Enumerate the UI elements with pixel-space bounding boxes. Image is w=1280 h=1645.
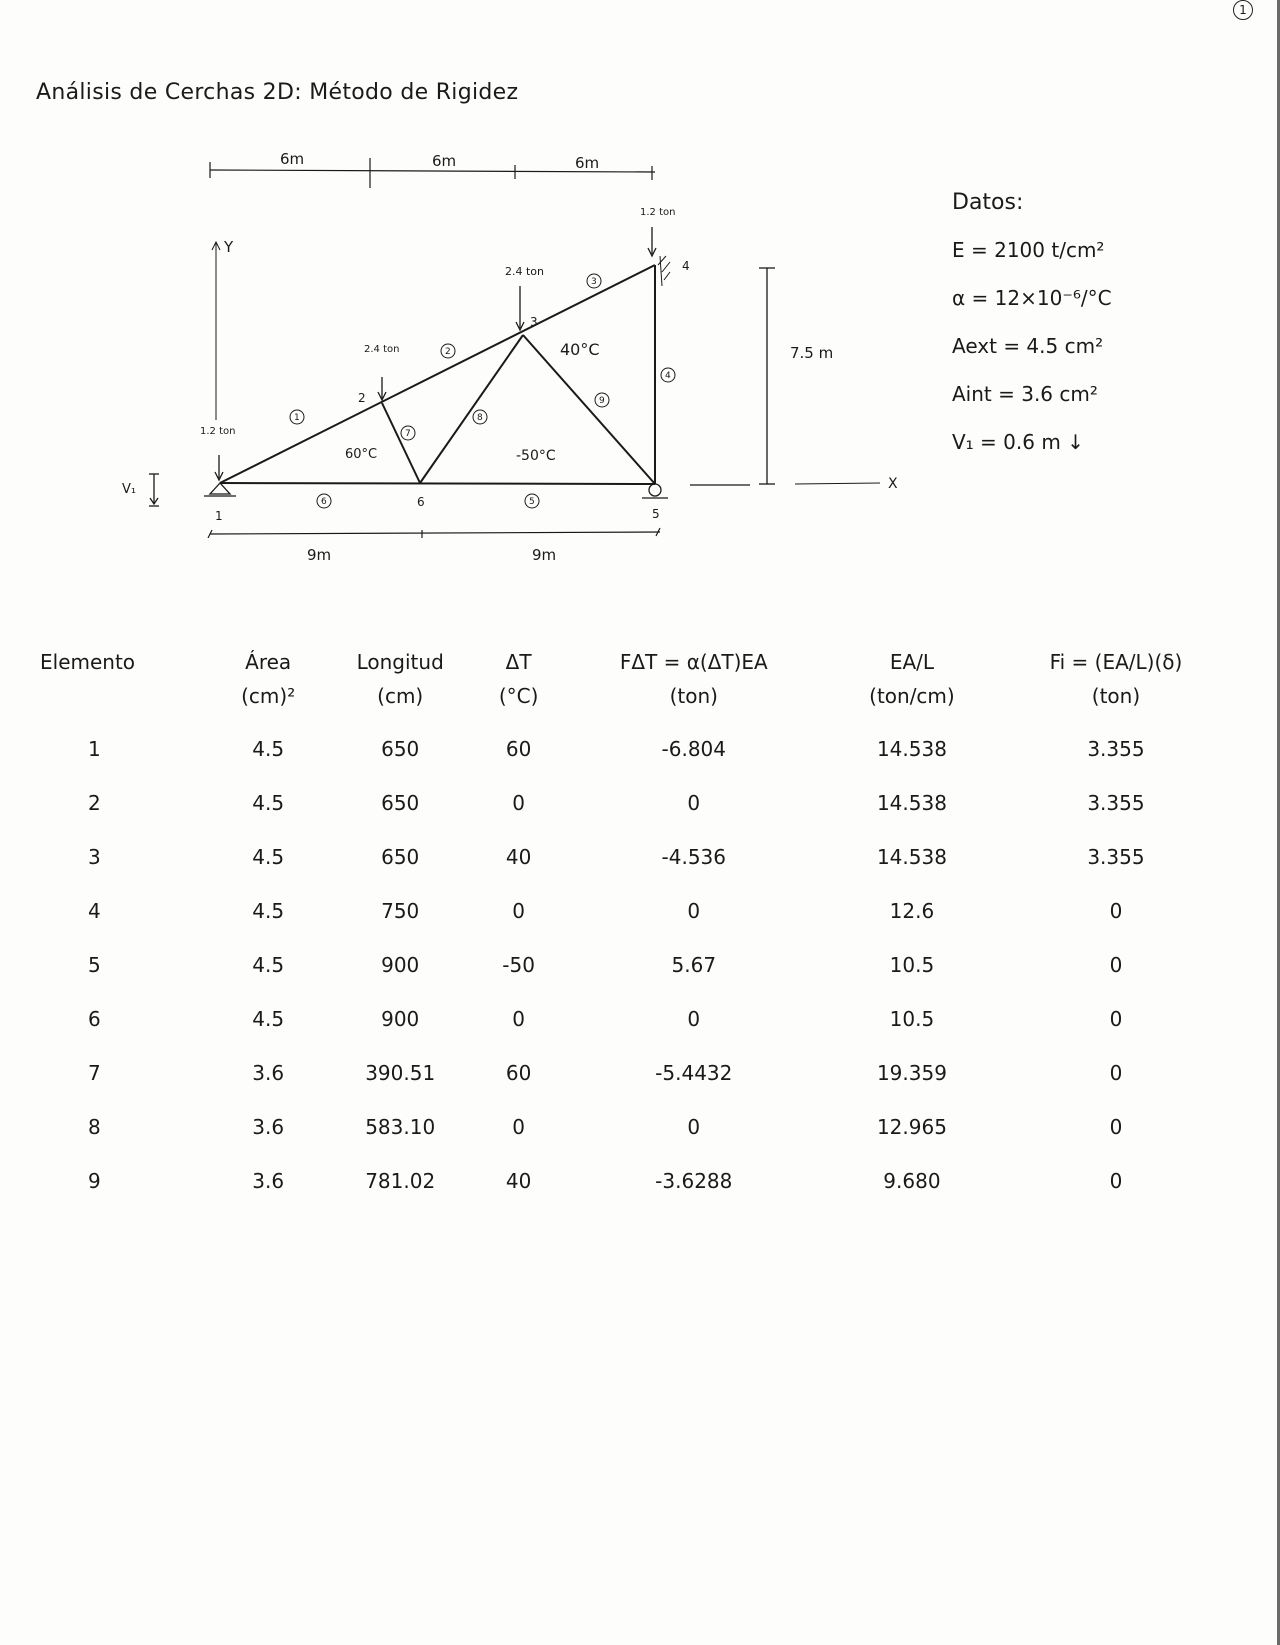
- datos-header: Datos:: [952, 190, 1024, 215]
- table-row: 8 3.6 583.10 0 0 12.965 0: [88, 1115, 1123, 1139]
- col-header-delta-t: ΔT (°C): [498, 650, 539, 708]
- bottom-span-1: 9m: [307, 546, 332, 560]
- node-label-6: 6: [417, 495, 425, 509]
- table-row: 3 4.5 650 40 -4.536 14.538 3.355: [88, 845, 1145, 869]
- svg-text:3: 3: [591, 277, 597, 287]
- top-span-1: 6m: [280, 150, 305, 168]
- svg-text:5: 5: [529, 497, 535, 507]
- temp-label-40: 40°C: [560, 340, 600, 359]
- datos-area-interior: Aint = 3.6 cm²: [952, 382, 1098, 406]
- node-label-3: 3: [530, 315, 538, 329]
- table-row: 1 4.5 650 60 -6.804 14.538 3.355: [88, 737, 1145, 761]
- temp-label-60: 60°C: [345, 447, 378, 462]
- svg-text:2: 2: [445, 347, 451, 357]
- col-header-area: Área (cm)²: [241, 650, 296, 708]
- page-number: 1: [1233, 0, 1253, 20]
- svg-text:8: 8: [477, 413, 483, 423]
- x-axis-label: X: [888, 476, 898, 492]
- table-row: 6 4.5 900 0 0 10.5 0: [88, 1007, 1123, 1031]
- col-header-elemento: Elemento: [40, 650, 136, 674]
- col-header-internal-force: Fi = (EA/L)(δ) (ton): [1049, 650, 1183, 708]
- table-row: 5 4.5 900 -50 5.67 10.5 0: [88, 953, 1123, 977]
- node-label-5: 5: [652, 507, 660, 521]
- top-span-2: 6m: [432, 152, 457, 170]
- col-header-thermal-force: FΔT = α(ΔT)EA (ton): [619, 650, 768, 708]
- results-table: [40, 650, 1240, 1208]
- load-label-node-1: 1.2 ton: [200, 426, 236, 437]
- top-span-3: 6m: [575, 154, 600, 172]
- y-axis-label: Y: [224, 238, 234, 256]
- table-row: 4 4.5 750 0 0 12.6 0: [88, 899, 1123, 923]
- load-label-node-3: 2.4 ton: [505, 265, 545, 278]
- datos-settlement: V₁ = 0.6 m ↓: [952, 430, 1084, 454]
- load-label-node-4: 1.2 ton: [640, 207, 676, 218]
- element-tags: [290, 274, 675, 508]
- temp-label-minus50: -50°C: [516, 448, 556, 464]
- datos-thermal-coefficient: α = 12×10⁻⁶/°C: [952, 286, 1112, 310]
- datos-panel: [952, 190, 1112, 478]
- table-row: 2 4.5 650 0 0 14.538 3.355: [88, 791, 1145, 815]
- bottom-dimension: [208, 528, 660, 538]
- settlement-label: V₁: [122, 482, 137, 497]
- table-header-row: [40, 650, 1240, 722]
- bottom-span-2: 9m: [532, 546, 557, 560]
- svg-text:6: 6: [321, 497, 327, 507]
- load-label-node-2: 2.4 ton: [364, 344, 400, 355]
- datos-area-exterior: Aext = 4.5 cm²: [952, 334, 1104, 358]
- node-label-1: 1: [215, 509, 223, 523]
- svg-text:9: 9: [599, 396, 605, 406]
- datos-elastic-modulus: E = 2100 t/cm²: [952, 238, 1105, 262]
- height-label: 7.5 m: [790, 344, 834, 362]
- col-header-stiffness: EA/L (ton/cm): [869, 650, 955, 708]
- settlement-indicator: [149, 474, 159, 506]
- col-header-longitud: Longitud (cm): [356, 650, 444, 708]
- svg-text:7: 7: [405, 429, 411, 439]
- svg-text:4: 4: [665, 371, 671, 381]
- node-label-2: 2: [358, 391, 366, 405]
- pin-support-icon: [210, 483, 230, 494]
- page-title: Análisis de Cerchas 2D: Método de Rigidez: [36, 80, 519, 105]
- table-row: 7 3.6 390.51 60 -5.4432 19.359 0: [88, 1061, 1123, 1085]
- table-row: 9 3.6 781.02 40 -3.6288 9.680 0: [88, 1169, 1123, 1193]
- svg-text:1: 1: [294, 413, 300, 423]
- height-dimension: [690, 268, 775, 485]
- roller-support-icon: [649, 484, 661, 496]
- truss-members: [220, 265, 655, 484]
- node-label-4: 4: [682, 259, 690, 273]
